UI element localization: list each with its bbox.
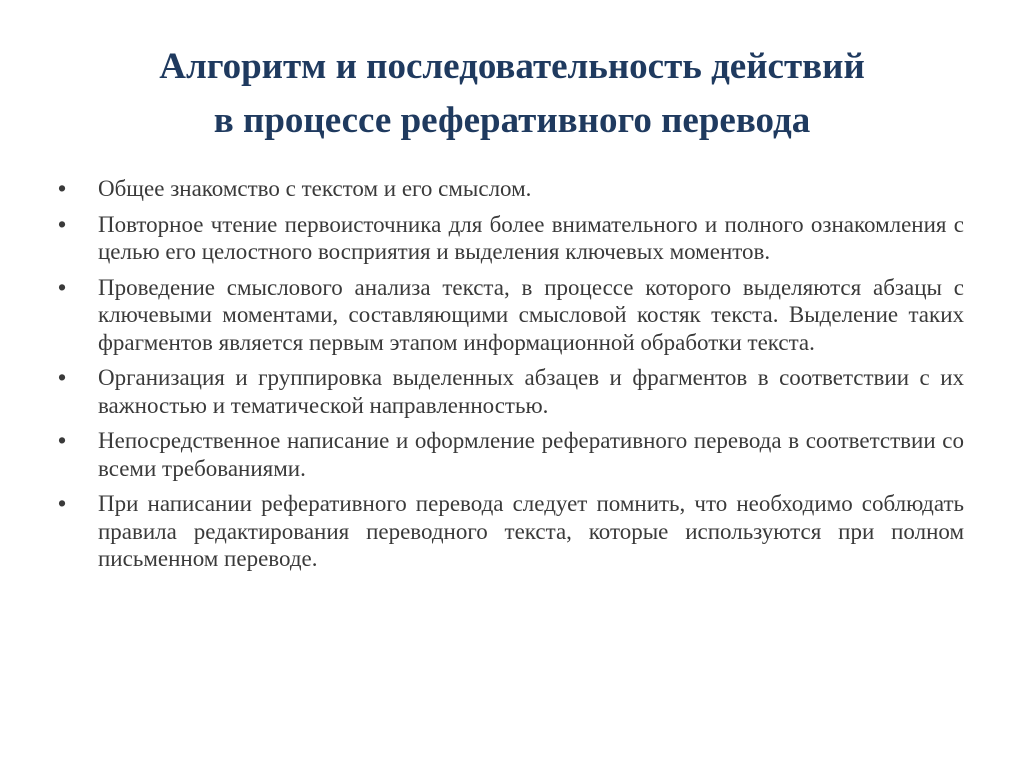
list-item [58,427,964,482]
list-item-text: Организация и группировка выделенных абзацев и фрагментов в соответствии с их важностью и тематической направленностью. [98,365,964,418]
list-item-text: Общее знакомство с текстом и его смыслом. [98,176,532,201]
bullet-icon: • [58,490,67,516]
list-item [58,211,964,266]
list-item-text: Повторное чтение первоисточника для более внимательного и полного ознакомления с целью его целостного восприятия и выделения ключевых моментов. [98,211,964,264]
slide-title [40,40,984,148]
bullet-icon: • [58,210,67,237]
bullet-icon: • [58,364,67,390]
title-line-2: в процессе реферативного перевода [213,100,811,141]
title-line-1: Алгоритм и последовательность действий [159,46,865,87]
list-item-text: Непосредственное написание и оформление реферативного перевода в соответствии со всеми требованиями. [98,428,964,481]
bullet-icon: • [58,175,67,201]
list-item-text: Проведение смыслового анализа текста, в процессе которого выделяются абзацы с ключевыми моментами, составляющими смысловой костяк текста. Выделение таких фрагментов является первым этапом информационной обработки текста. [98,274,964,355]
list-item-text: При написании реферативного перевода следует помнить, что необходимо соблюдать правила редактирования переводного текста, которые используются при полном письменном переводе. [98,491,964,571]
list-item [58,490,964,573]
bullet-list [58,175,964,581]
bullet-icon: • [58,273,67,300]
list-item [58,274,964,357]
list-item [58,364,964,419]
list-item [58,175,964,203]
bullet-icon: • [58,427,67,453]
